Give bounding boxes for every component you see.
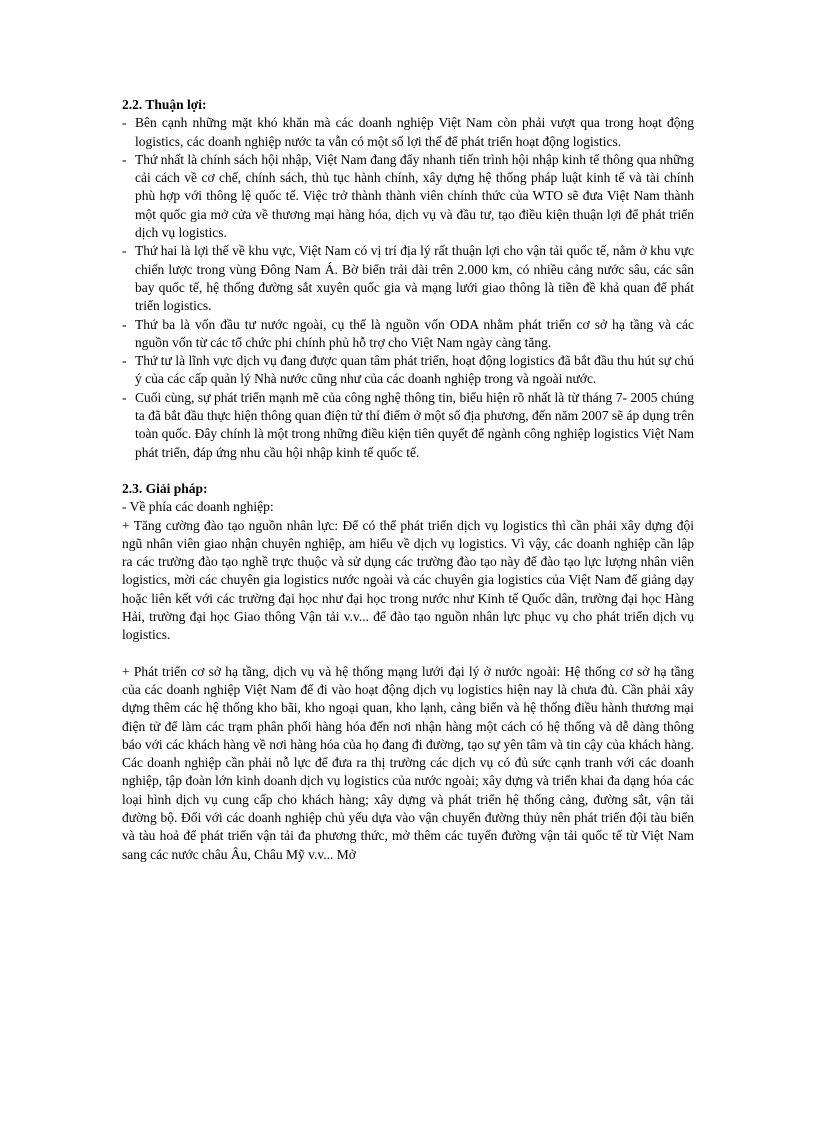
section-solutions — [122, 480, 694, 864]
paragraph-training: + Tăng cường đào tạo nguồn nhân lực: Để có thể phát triển dịch vụ logistics thì cần phải xây dựng đội ngũ nhân viên giao nhận chuyên nghiệp, am hiểu về dịch vụ logistics. Vì vậy, các doanh nghiệp cần lập ra các trường đào tạo nghề trực thuộc và sử dụng các trường đào tạo này để đào tạo lực lượng nhân viên logistics, mời các chuyên gia logistics nước ngoài và các chuyên gia logistics của Việt Nam để giảng dạy hoặc liên kết với các trường đại học như đại học trong nước như Kinh tế Quốc dân, trường đại học Hàng Hải, trường đại học Giao thông Vận tải v.v... để đào tạo nguồn nhân lực phục vụ cho phát triển dịch vụ logistics. — [122, 517, 694, 643]
bullet-dash: - — [122, 243, 127, 259]
paragraph-infrastructure: + Phát triển cơ sở hạ tầng, dịch vụ và hệ thống mạng lưới đại lý ở nước ngoài: Hệ thống cơ sở hạ tầng của các doanh nghiệp Việt Nam để đi vào hoạt động dịch vụ logistics hiện nay là chưa đủ. Cần phải xây dựng thêm các hệ thống kho bãi, kho ngoại quan, kho lạnh, cảng biển và hệ thống điều hành thương mại điện tử để làm các trạm phân phối hàng hóa đến nơi nhận hàng một cách có hệ thống và dễ dàng thông báo với các khách hàng về nơi hàng hóa của họ đang đi đường, tạo sự yên tâm và tin cậy của khách hàng. Các doanh nghiệp cần phải nỗ lực để đưa ra thị trường các dịch vụ có đủ sức cạnh tranh với các doanh nghiệp, tập đoàn lớn kinh doanh dịch vụ logistics của nước ngoài; xây dựng và triển khai đa dạng hóa các loại hình dịch vụ cung cấp cho khách hàng; xây dựng và phát triển hệ thống cảng, đường sắt, vận tải đường bộ. Đối với các doanh nghiệp chủ yếu dựa vào vận chuyển đường thủy nên phát triển đội tàu biển và tàu hoả để phát triển vận tải đa phương thức, mở thêm các tuyến đường vận tải quốc tế từ Việt Nam sang các nước châu Âu, Châu Mỹ v.v... Mở — [122, 663, 694, 862]
section-heading-advantages: 2.2. Thuận lợi: — [122, 97, 207, 112]
bullet-dash: - — [122, 316, 127, 332]
list-item: - Thứ hai là lợi thế về khu vực, Việt Nam có vị trí địa lý rất thuận lợi cho vận tải quốc tế, nằm ở khu vực chiến lược trong vùng Đông Nam Á. Bờ biển trải dài trên 2.000 km, có nhiều cảng nước sâu, các sân bay quốc tế, hệ thống đường sắt xuyên quốc gia và mạng lưới giao thông là tiền đề khả quan để phát triển logistics. — [122, 243, 694, 314]
section-advantages — [122, 96, 694, 462]
subheading-enterprises: - Về phía các doanh nghiệp: — [122, 499, 274, 515]
bullet-dash: - — [122, 115, 127, 131]
list-item: - Thứ tư là lĩnh vực dịch vụ đang được quan tâm phát triển, hoạt động logistics đã bắt đầu thu hút sự chú ý của các cấp quản lý Nhà nước cũng như của các doanh nghiệp trong và ngoài nước. — [122, 353, 694, 387]
section-heading-solutions: 2.3. Giải pháp: — [122, 480, 208, 496]
bullet-dash: - — [122, 353, 127, 369]
advantages-list — [122, 114, 694, 462]
paragraph-spacer — [122, 645, 694, 663]
section-spacer — [122, 462, 694, 480]
list-item: - Thứ ba là vốn đầu tư nước ngoài, cụ thể là nguồn vốn ODA nhằm phát triển cơ sở hạ tầng và các nguồn vốn từ các tổ chức phi chính phủ hỗ trợ cho Việt Nam ngày càng tăng. — [122, 316, 694, 350]
list-item: - Thứ nhất là chính sách hội nhập, Việt Nam đang đẩy nhanh tiến trình hội nhập kinh tế thông qua những cải cách về cơ chế, chính sách, thủ tục hành chính, xây dựng hệ thống pháp luật kinh tế và tài chính phù hợp với thông lệ quốc tế. Việc trở thành thành viên chính thức của WTO sẽ đưa Việt Nam thành một quốc gia mở cửa về thương mại hàng hóa, dịch vụ và đầu tư, tạo điều kiện thuận lợi để phát triển dịch vụ logistics. — [122, 151, 694, 241]
bullet-dash: - — [122, 151, 127, 167]
bullet-dash: - — [122, 389, 127, 405]
list-item: - Cuối cùng, sự phát triển mạnh mẽ của công nghệ thông tin, biểu hiện rõ nhất là từ tháng 7- 2005 chúng ta đã bắt đầu thực hiện thông quan điện tử thí điểm ở một số địa phương, đến năm 2007 sẽ áp dụng trên toàn quốc. Đây chính là một trong những điều kiện tiên quyết để ngành công nghiệp logistics Việt Nam phát triển, đáp ứng nhu cầu hội nhập kinh tế quốc tế. — [122, 389, 694, 460]
document-page — [122, 96, 694, 864]
list-item: - Bên cạnh những mặt khó khăn mà các doanh nghiệp Việt Nam còn phải vượt qua trong hoạt động logistics, các doanh nghiệp nước ta vẫn có một số lợi thế để phát triển hoạt động logistics. — [122, 115, 694, 149]
